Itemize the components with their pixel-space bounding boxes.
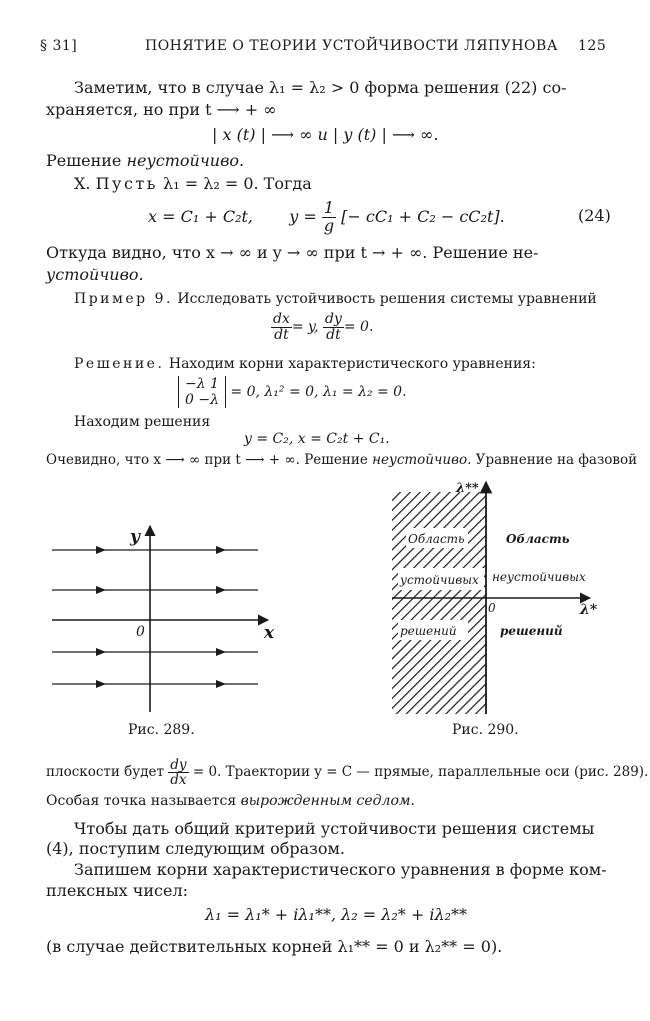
formula-bracket: [− cC₁ + C₂ − cC₂t].: [341, 206, 505, 226]
trajectory-arrow: [216, 648, 226, 656]
after-figs-line2-prefix: Особая точка называется: [46, 793, 241, 809]
eq2-rhs: = 0.: [343, 319, 374, 336]
fig290-origin: 0: [488, 601, 496, 615]
after-figs-frac-den: dx: [170, 772, 187, 789]
after-figs-frac: [168, 758, 188, 787]
trajectory-arrow: [216, 546, 226, 554]
eq2-frac: [323, 312, 344, 342]
para1-line1: Заметим, что в случае λ₁ = λ₂ > 0 форма решения (22) со-: [74, 78, 567, 97]
example9-line: [74, 291, 597, 307]
formula-frac-den: g: [323, 215, 335, 235]
formula-y: y =: [289, 206, 317, 226]
figure-289: [38, 518, 288, 714]
fig289-y-label: y: [130, 527, 140, 547]
eq-number-24: (24): [578, 206, 611, 225]
fig290-caption: Рис. 290.: [452, 722, 519, 738]
general-formula: λ₁ = λ₁* + iλ₁**, λ₂ = λ₂* + iλ₂**: [205, 905, 468, 924]
determinant: [178, 376, 226, 408]
fig290-axis-y: λ**: [456, 481, 479, 496]
obvious-suffix: Уравнение на фазовой: [471, 452, 638, 468]
det-row-1: −λ 1: [185, 376, 219, 392]
fig290-axis-x: λ*: [580, 602, 598, 618]
general-line2: (4), поступим следующим образом.: [46, 839, 346, 858]
para1-line3: [46, 151, 244, 170]
trajectory-arrow: [96, 680, 106, 688]
case10-text: λ₁ = λ₂ = 0. Тогда: [157, 174, 312, 193]
eq2-num: dy: [325, 311, 342, 327]
para1-formula: | x (t) | ⟶ ∞ и | y (t) | ⟶ ∞.: [212, 125, 439, 144]
fig289-origin: 0: [136, 624, 145, 640]
obvious-prefix: Очевидно, что x ⟶ ∞ при t ⟶ + ∞. Решение: [46, 452, 373, 468]
eq2-den: dt: [326, 326, 341, 343]
solution-text: Находим корни характеристического уравнения:: [164, 356, 536, 372]
after-figs-frac-num: dy: [170, 757, 187, 773]
trajectory-arrow: [216, 680, 226, 688]
det-rest: = 0, λ₁² = 0, λ₁ = λ₂ = 0.: [230, 384, 407, 401]
case10-after1: Откуда видно, что x → ∞ и y → ∞ при t → + ∞. Решение не-: [46, 243, 539, 262]
eq1-den: dt: [274, 326, 289, 343]
example9-system: [271, 312, 373, 342]
section-number: § 31]: [40, 38, 78, 54]
general-line5: (в случае действительных корней λ₁** = 0 и λ₂** = 0).: [46, 937, 503, 956]
example9-text: Исследовать устойчивость решения системы уравнений: [172, 291, 597, 307]
case10-line: [74, 174, 312, 193]
fig290-left-1: Область: [408, 532, 465, 546]
char-equation: [178, 376, 407, 408]
trajectory-arrow: [216, 586, 226, 594]
fig289-caption: Рис. 289.: [128, 722, 195, 738]
case10-label: X.: [74, 174, 91, 193]
running-title: ПОНЯТИЕ О ТЕОРИИ УСТОЙЧИВОСТИ ЛЯПУНОВА: [145, 38, 558, 54]
general-line1: Чтобы дать общий критерий устойчивости решения системы: [74, 819, 595, 838]
trajectory-arrow: [96, 546, 106, 554]
case10-formula: [148, 200, 505, 235]
after-figs-line2: [46, 793, 415, 809]
fig290-right-2: неустойчивых: [492, 570, 586, 584]
example9-label: Пример 9.: [74, 291, 173, 307]
formula-frac-num: 1: [322, 200, 336, 218]
obvious-italic: неустойчиво.: [372, 452, 472, 468]
eq1-rhs: = y,: [291, 319, 319, 336]
figure-290: [384, 478, 614, 718]
para1-line3-italic: неустойчиво.: [126, 151, 245, 170]
stable-region-hatch: [392, 492, 486, 714]
det-row-2: 0 −λ: [185, 392, 219, 409]
page-number: 125: [578, 38, 607, 54]
solution-line: [74, 356, 536, 372]
fig290-right-1: Область: [506, 532, 570, 546]
solution-label: Решение.: [74, 356, 165, 372]
eq1-frac: [271, 312, 292, 342]
para1-line3-prefix: Решение: [46, 151, 127, 170]
fig290-right-3: решений: [500, 624, 563, 638]
case10-spaced: Пусть: [95, 174, 158, 193]
formula-x: x = C₁ + C₂t,: [148, 206, 254, 226]
after-figs-suffix: = 0. Траектории y = C — прямые, параллельные оси (рис. 289).: [188, 764, 649, 781]
fig289-x-label: x: [264, 623, 275, 643]
after-figs-line2-italic: вырожденным седлом.: [240, 793, 415, 809]
obvious-line: [46, 452, 637, 468]
fig290-left-3: решений: [400, 624, 457, 638]
after-figs-line1: [46, 758, 648, 787]
trajectory-arrow: [96, 586, 106, 594]
after-figs-prefix: плоскости будет: [46, 764, 169, 781]
formula-frac: [322, 200, 336, 235]
general-line3: Запишем корни характеристического уравнения в форме ком-: [74, 860, 607, 879]
general-line4: плексных чисел:: [46, 881, 188, 900]
trajectory-arrow: [96, 648, 106, 656]
eq1-num: dx: [273, 311, 290, 327]
fig290-left-2: устойчивых: [400, 573, 479, 587]
para1-line2: храняется, но при t ⟶ + ∞: [46, 100, 277, 119]
find-solutions: Находим решения: [74, 414, 211, 430]
case10-after2: устойчиво.: [46, 265, 144, 284]
solutions: y = C₂, x = C₂t + C₁.: [244, 431, 390, 447]
